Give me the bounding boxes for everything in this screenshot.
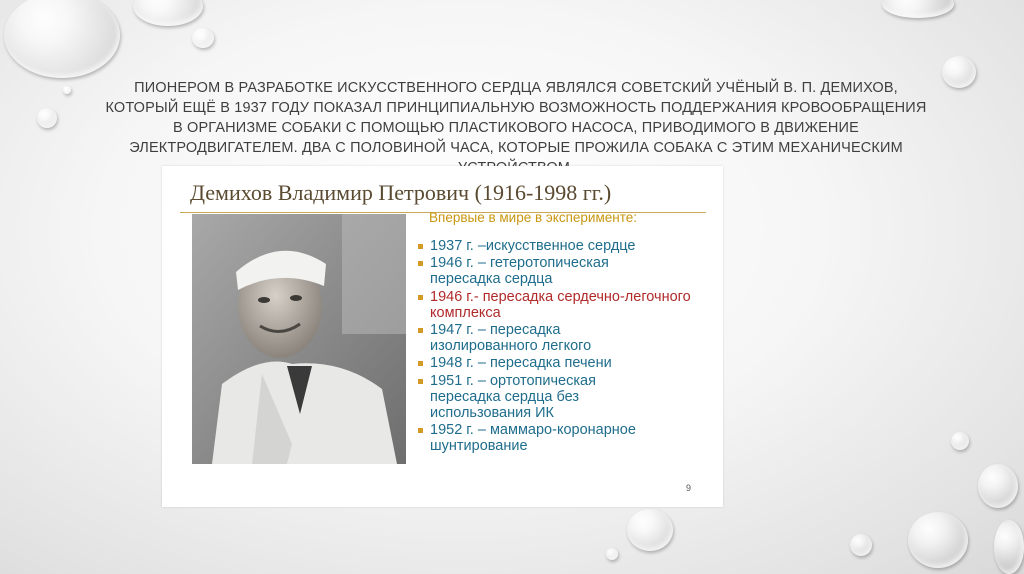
water-drop-decoration — [850, 534, 872, 556]
bullet-square-icon — [418, 244, 423, 249]
list-item: 1937 г. –искусственное сердце — [418, 238, 718, 254]
list-item: 1946 г. – гетеротопическая пересадка сердца — [418, 255, 718, 287]
bullet-square-icon — [418, 379, 423, 384]
demikhov-info-card — [162, 166, 723, 507]
slide-headline: ПИОНЕРОМ В РАЗРАБОТКЕ ИСКУССТВЕННОГО СЕРДЦА ЯВЛЯЛСЯ СОВЕТСКИЙ УЧЁНЫЙ В. П. ДЕМИХОВ, КОТОРЫЙ ЕЩЁ В 1937 ГОДУ ПОКАЗАЛ ПРИНЦИПИАЛЬНУЮ ВОЗМОЖНОСТЬ ПОДДЕРЖАНИЯ КРОВООБРАЩЕНИЯ В ОРГАНИЗМЕ СОБАКИ С ПОМОЩЬЮ ПЛАСТИКОВОГО НАСОСА, ПРИВОДИМОГО В ДВИЖЕНИЕ ЭЛЕКТРОДВИГАТЕЛЕМ. ДВА С ПОЛОВИНОЙ ЧАСА, КОТОРЫЕ ПРОЖИЛА СОБАКА С ЭТИМ МЕХАНИЧЕСКИМ — [105, 80, 927, 156]
water-drop-decoration — [63, 86, 71, 94]
water-drop-decoration — [4, 0, 120, 78]
bullet-square-icon — [418, 428, 423, 433]
achievements-list — [418, 238, 718, 456]
water-drop-decoration — [908, 512, 968, 568]
water-drop-decoration — [942, 56, 976, 88]
water-drop-decoration — [192, 28, 214, 48]
bullet-square-icon — [418, 361, 423, 366]
bullet-square-icon — [418, 261, 423, 266]
list-item: 1951 г. – ортотопическая пересадка сердца без использования ИК — [418, 373, 718, 422]
water-drop-decoration — [978, 464, 1018, 508]
card-subtitle: Впервые в мире в эксперименте: — [429, 210, 637, 225]
water-drop-decoration — [133, 0, 203, 26]
water-drop-decoration — [37, 108, 57, 128]
water-drop-decoration — [994, 520, 1024, 574]
water-drop-decoration — [606, 548, 618, 560]
list-item: 1947 г. – пересадка изолированного легкого — [418, 322, 718, 354]
list-item: 1948 г. – пересадка печени — [418, 355, 718, 371]
bullet-square-icon — [418, 295, 423, 300]
water-drop-decoration — [627, 509, 673, 551]
slide-number-badge: 9 — [685, 483, 691, 493]
portrait-photo-icon — [192, 214, 406, 464]
list-item: 1946 г.- пересадка сердечно-легочного комплекса — [418, 289, 718, 321]
list-item: 1952 г. – маммаро-коронарное шунтирование — [418, 422, 718, 454]
card-title: Демихов Владимир Петрович (1916-1998 гг.) — [190, 180, 612, 205]
water-drop-decoration — [951, 432, 969, 450]
bullet-square-icon — [418, 328, 423, 333]
water-drop-decoration — [882, 0, 954, 18]
